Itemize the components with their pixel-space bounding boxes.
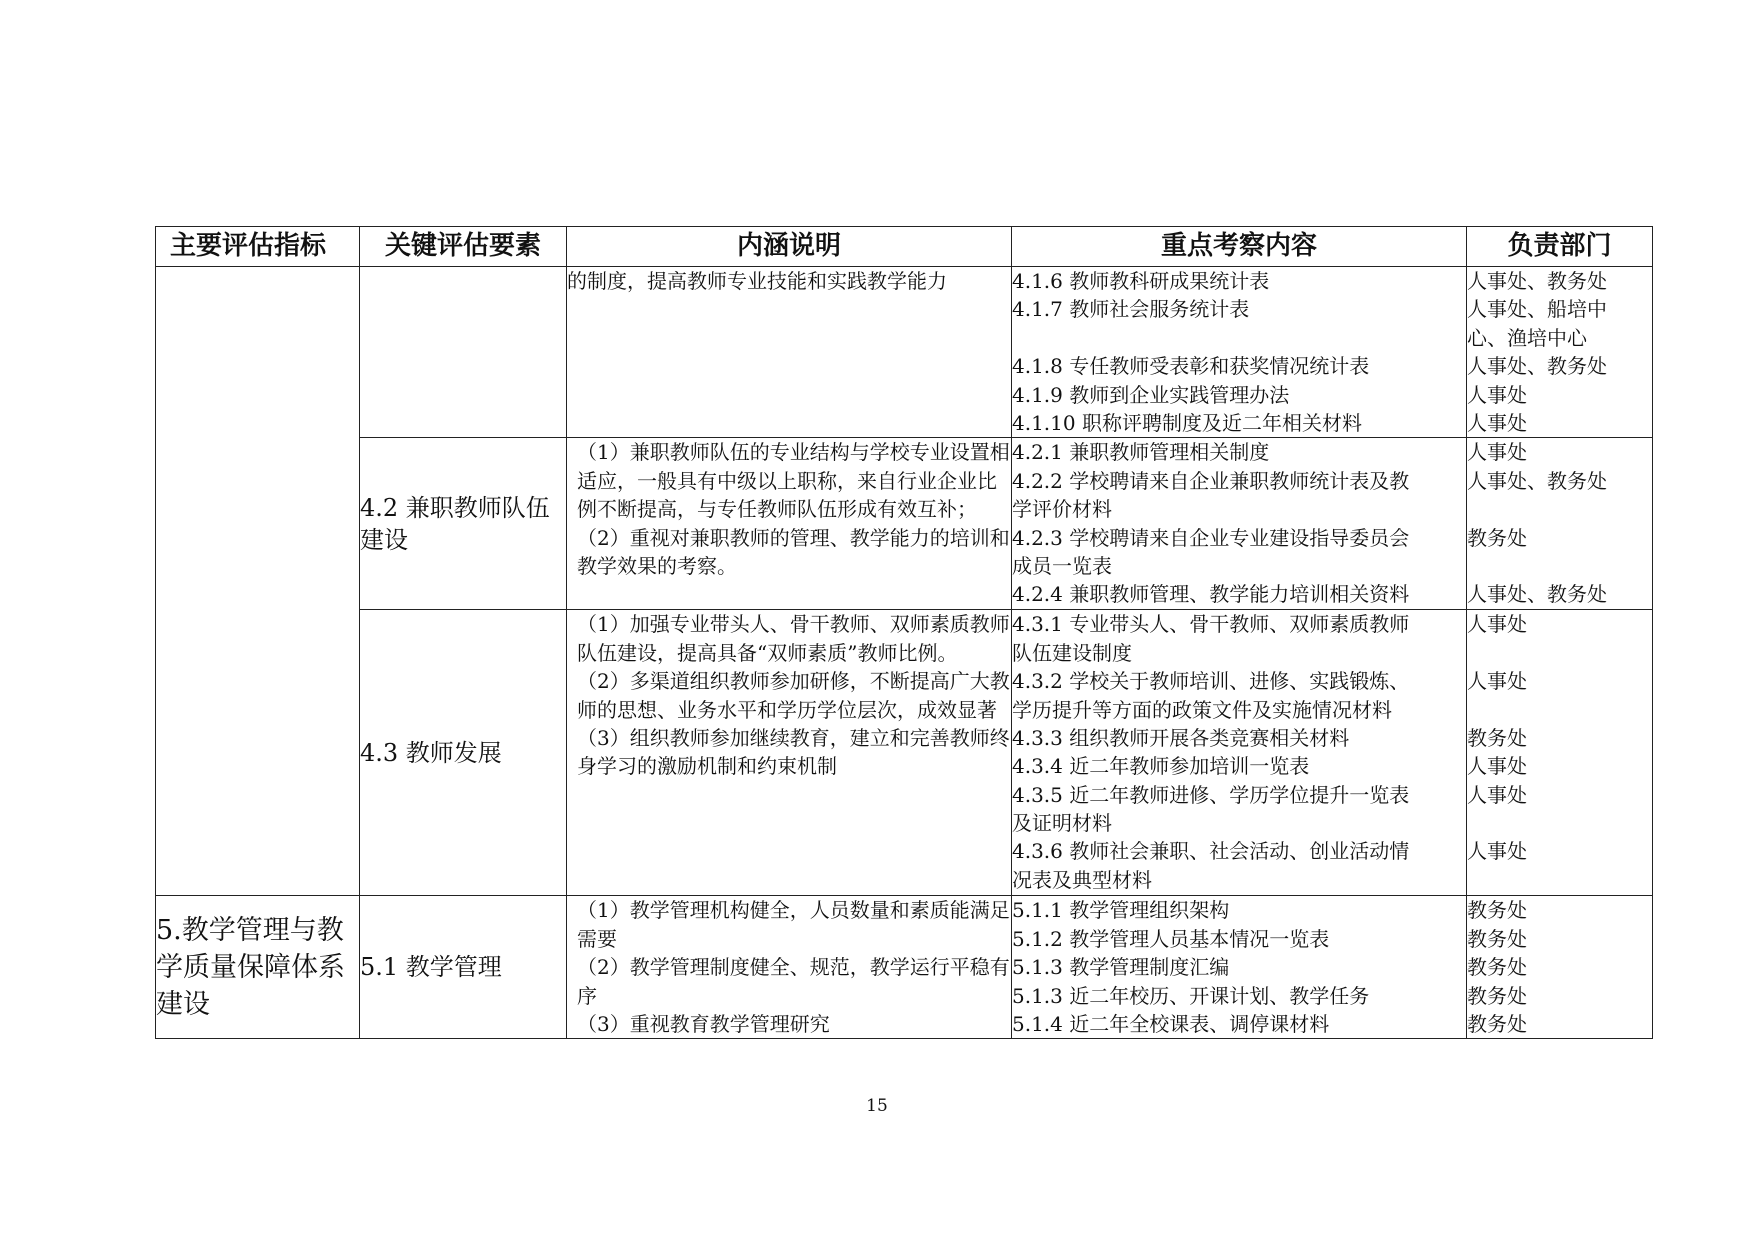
department-line: 人事处 [1467, 410, 1527, 435]
description-cell [567, 267, 1012, 438]
content-line: 4.1.10 职称评聘制度及近二年相关材料 [1012, 410, 1362, 435]
content-line: 4.2.2 学校聘请来自企业兼职教师统计表及教 [1012, 468, 1410, 493]
description-paragraph: （1）教学管理机构健全，人员数量和素质能满足需要 [577, 898, 1010, 951]
content-line: 5.1.4 近二年全校课表、调停课材料 [1012, 1011, 1330, 1036]
content-line: 成员一览表 [1012, 553, 1112, 578]
department-line [1467, 809, 1652, 837]
table-row [156, 267, 1653, 438]
header-department: 负责部门 [1467, 227, 1653, 267]
content-line: 4.1.6 教师教科研成果统计表 [1012, 269, 1270, 293]
department-line: 人事处 [1467, 754, 1527, 779]
description-cell [567, 438, 1012, 610]
department-line: 人事处 [1467, 440, 1527, 465]
department-line: 教务处 [1467, 926, 1527, 951]
description-paragraph: （2）多渠道组织教师参加研修，不断提高广大教师的思想、业务水平和学历学位层次，成效显著 [577, 669, 1010, 722]
department-cell [1467, 438, 1653, 610]
content-line: 4.3.3 组织教师开展各类竞赛相关材料 [1012, 725, 1350, 750]
department-line: 教务处 [1467, 898, 1527, 923]
content-line: 及证明材料 [1012, 811, 1112, 836]
department-line: 教务处 [1467, 983, 1527, 1008]
element-cell [360, 267, 567, 438]
content-cell [1012, 896, 1467, 1039]
content-line [1012, 324, 1466, 352]
content-line: 4.2.3 学校聘请来自企业专业建设指导委员会 [1012, 525, 1410, 550]
content-cell [1012, 438, 1467, 610]
content-line: 况表及典型材料 [1012, 867, 1152, 892]
content-line: 学历提升等方面的政策文件及实施情况材料 [1012, 697, 1392, 722]
content-line: 5.1.3 教学管理制度汇编 [1012, 955, 1230, 980]
department-line: 教务处 [1467, 1011, 1527, 1036]
description-paragraph: （1）兼职教师队伍的专业结构与学校专业设置相适应，一般具有中级以上职称，来自行业企业比例不断提高，与专任教师队伍形成有效互补； [577, 440, 1010, 522]
indicator-cell-4 [156, 267, 360, 896]
indicator-cell-5: 5.教学管理与教学质量保障体系建设 [156, 896, 360, 1039]
header-indicator: 主要评估指标 [156, 227, 360, 267]
department-cell [1467, 610, 1653, 896]
description-cell [567, 610, 1012, 896]
content-line: 4.3.5 近二年教师进修、学历学位提升一览表 [1012, 782, 1410, 807]
content-line: 队伍建设制度 [1012, 640, 1132, 665]
department-line: 人事处、教务处 [1467, 354, 1607, 379]
description-paragraph: （3）重视教育教学管理研究 [577, 1011, 830, 1036]
element-cell: 4.2 兼职教师队伍建设 [360, 438, 567, 610]
department-line [1467, 866, 1652, 894]
department-line: 教务处 [1467, 955, 1527, 980]
element-cell: 5.1 教学管理 [360, 896, 567, 1039]
department-line: 人事处、船培中 [1467, 297, 1607, 322]
evaluation-table [155, 226, 1653, 1039]
department-line: 心、渔培中心 [1467, 325, 1587, 350]
content-line: 5.1.1 教学管理组织架构 [1012, 898, 1230, 923]
content-cell [1012, 267, 1467, 438]
content-line: 5.1.3 近二年校历、开课计划、教学任务 [1012, 983, 1370, 1008]
department-line: 人事处 [1467, 839, 1527, 864]
content-line: 4.1.9 教师到企业实践管理办法 [1012, 382, 1290, 407]
department-line [1467, 696, 1652, 724]
page-number: 15 [866, 1096, 888, 1116]
department-line: 教务处 [1467, 525, 1527, 550]
department-cell [1467, 267, 1653, 438]
department-line: 人事处 [1467, 382, 1527, 407]
table-row [156, 610, 1653, 896]
content-cell [1012, 610, 1467, 896]
content-line: 5.1.2 教学管理人员基本情况一览表 [1012, 926, 1330, 951]
content-line: 4.1.8 专任教师受表彰和获奖情况统计表 [1012, 354, 1370, 379]
table-row [156, 438, 1653, 610]
description-paragraph: （2）重视对兼职教师的管理、教学能力的培训和教学效果的考察。 [577, 525, 1010, 578]
table-row [156, 896, 1653, 1039]
content-line: 4.2.1 兼职教师管理相关制度 [1012, 440, 1270, 465]
content-line: 4.3.2 学校关于教师培训、进修、实践锻炼、 [1012, 669, 1410, 694]
department-line: 人事处 [1467, 782, 1527, 807]
content-line: 4.2.4 兼职教师管理、教学能力培训相关资料 [1012, 582, 1410, 607]
department-line: 教务处 [1467, 725, 1527, 750]
description-paragraph: （1）加强专业带头人、骨干教师、双师素质教师队伍建设，提高具备“双师素质”教师比例。 [577, 612, 1010, 665]
department-line [1467, 639, 1652, 667]
table-header-row [156, 227, 1653, 267]
department-line [1467, 495, 1652, 523]
department-line [1467, 552, 1652, 580]
department-line: 人事处 [1467, 612, 1527, 637]
content-line: 4.3.4 近二年教师参加培训一览表 [1012, 754, 1310, 779]
description-paragraph: （3）组织教师参加继续教育，建立和完善教师终身学习的激励机制和约束机制 [577, 725, 1010, 779]
description-paragraph: 的制度，提高教师专业技能和实践教学能力 [567, 269, 947, 293]
content-line: 4.3.6 教师社会兼职、社会活动、创业活动情 [1012, 839, 1410, 864]
department-line: 人事处、教务处 [1467, 468, 1607, 493]
content-line: 4.1.7 教师社会服务统计表 [1012, 297, 1250, 322]
element-cell: 4.3 教师发展 [360, 610, 567, 896]
description-cell [567, 896, 1012, 1039]
header-content: 重点考察内容 [1012, 227, 1467, 267]
content-line: 4.3.1 专业带头人、骨干教师、双师素质教师 [1012, 612, 1410, 637]
department-line: 人事处 [1467, 669, 1527, 694]
description-paragraph: （2）教学管理制度健全、规范，教学运行平稳有序 [577, 955, 1010, 1008]
header-description: 内涵说明 [567, 227, 1012, 267]
department-line: 人事处、教务处 [1467, 269, 1607, 293]
content-line: 学评价材料 [1012, 497, 1112, 522]
department-line: 人事处、教务处 [1467, 582, 1607, 607]
department-cell [1467, 896, 1653, 1039]
header-element: 关键评估要素 [360, 227, 567, 267]
